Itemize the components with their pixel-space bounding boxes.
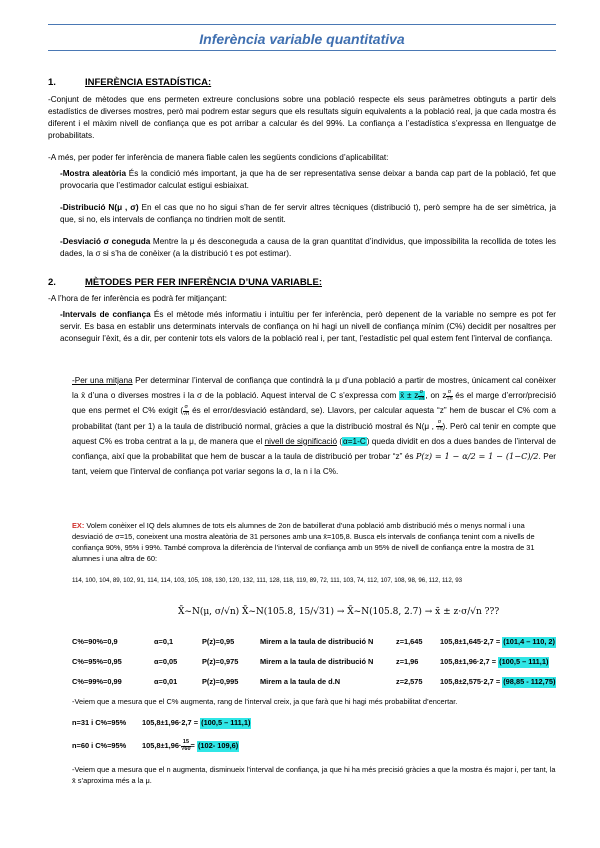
example-label: EX:	[72, 521, 85, 530]
alpha-value: α=0,05	[154, 657, 178, 666]
probability: P(z)=0,995	[202, 677, 239, 686]
calc-row	[72, 677, 556, 688]
calculation: 105,8±1,645·2,7 =	[440, 637, 501, 646]
mean-text: és el error/desviació estàndard, se). Llavors, per calcular aquesta “z” hem de buscar el C% com a probabilitat (tant per 1) a la taula de distribució normal, gràcies a que la distribució mostral és N(μ ,	[72, 406, 556, 431]
alpha-highlight: α=1-C	[343, 436, 366, 446]
mean-interval-paragraph: -Per una mitjana Per determinar l’interval de confiança que contindrà la μ d’una població a partir de mostres, únicament cal conèixer la x̄ d’una o diverses mostres i la σ de la població. Aquest interval de C s’expressa com x̄ ± z $\frac{\sigma}{√n}$ , on z $\frac{\sigma}{√n}$ és el marge d’error/precisió que ens permet el C% exigit ( $\frac{\sigma}{√n}$ és el error/desviació estàndard, se). Llavors, per calcular aquesta “z” hem de buscar el C% com a probabilitat (tant per 1) a la taula de distribució normal, gràcies a que la distribució mostral és N(μ , $\frac{\sigma}{√n}$ ). Però cal tenir en compte que aquest C% es troba centrat a la μ, de manera que el nivell de significació (α=1-C) queda dividit en dos a dues bandes de l’interval de confiança, així que la probabilitat que hem de buscar a la taula de distribució per trobar “z” és P(z) = 1 − α/2 = 1 − (1−C)/2. Per tant, veiem que l’interval de confiança pot variar segons la σ, la n i la C%.	[72, 376, 556, 477]
example-text: Volem conèixer el IQ dels alumnes de tots els alumnes de 2on de batxillerat d’una població amb distribució més o menys normal i una desviació de σ=15, coneixent una mostra aleatòria de 31 persones amb una x̄=105,8. Busca els intervals de confiança tenint com a nivells de confiança 90%, 95% i 99%. També comprova la diferència de l’interval de confiança amb un 95% de nivell de confiança entre la mostra de 31 alumnes i una altra de 60:	[72, 521, 535, 564]
calculation: 105,8±1,96·	[142, 740, 182, 750]
interval-result: (98,85 - 112,75)	[503, 677, 556, 686]
sample-values: 114, 100, 104, 89, 102, 91, 114, 114, 103, 105, 108, 130, 120, 132, 111, 128, 118, 119, 89, 72, 111, 103, 74, 112, 107, 108, 98, 96, 112, 112, 93	[72, 577, 463, 584]
distribution-formula: X̄~N(μ, σ/√n) X̄~N(105.8, 15/√31) → X̄~N(105.8, 2.7) → x̄ ± z·σ/√n ???	[178, 607, 500, 617]
z-value: z=1,96	[396, 657, 419, 666]
interval-result: (101,4 – 110, 2)	[503, 637, 555, 646]
comparison-label: n=60 i C%=95%	[72, 740, 127, 750]
table-lookup: Mirem a la taula de distribució N	[260, 657, 374, 666]
header-rule	[48, 24, 556, 25]
frac-num: σ	[184, 404, 188, 411]
condition-label: -Distribució N(μ , σ)	[60, 203, 139, 212]
section-title: MÈTODES PER FER INFERÈNCIA D’UNA VARIABLE:	[85, 277, 322, 288]
calc-row	[72, 657, 549, 668]
frac-den: √n	[183, 410, 190, 417]
condition-known-sigma	[60, 236, 556, 260]
condition-label: -Desviació σ coneguda	[60, 237, 151, 246]
table-lookup: Mirem a la taula de d.N	[260, 677, 341, 686]
equals: =	[190, 740, 195, 750]
calculation: 105,8±1,96·2,7 =	[440, 657, 497, 666]
interval-formula	[399, 391, 425, 400]
z-value: z=2,575	[396, 677, 423, 686]
frac-den: √n	[446, 395, 453, 402]
method-text: És el mètode més informatiu i intuïtiu per fer inferència, però depenent de la variable no sempre es pot fer servir. Es basa en establir uns determinats intervals de confiança on hi hagi un nivell de confiança mínim (C%) decidit per nosaltres per aconseguir l’èxit, és a dir, per contenir tots els valors de la població real i, per tant, l’estadístic pel qual estem fent l’interval de confiança.	[60, 310, 556, 343]
confidence-level: C%=90%=0,9	[72, 637, 118, 646]
significance-level-term: nivell de significació	[264, 436, 338, 446]
comparison-n60	[72, 740, 239, 752]
table-lookup: Mirem a la taula de distribució N	[260, 637, 374, 646]
pz-formula: P(z) = 1 − α/2 = 1 − (1−C)/2	[415, 450, 539, 461]
z-value: z=1,645	[396, 637, 423, 646]
section-2-heading	[48, 276, 322, 290]
condition-text: Mentre la μ és desconeguda a causa de la gran quantitat d’individus, que impossibilita la recollida de totes les dades, la σ si s’ha de conèixer (a la distribució t es pot estimar).	[60, 237, 557, 258]
frac-num: σ	[437, 419, 442, 426]
probability: P(z)=0,975	[202, 657, 239, 666]
section-1-heading	[48, 76, 211, 90]
mean-text: Per determinar l’interval de confiança que contindrà la μ d’una població a partir de mostres, únicament cal conèixer la x̄ d’una o diverses mostres i la σ de la població. Aquest interval de C s’expressa com	[72, 376, 556, 401]
condition-text: En el cas que no ho sigui s’han de fer servir altres tècniques (distribució t), però sempre ha de ser simètrica, ja que, si no, els intervals de confiança no tindrien molt de sentit.	[60, 203, 557, 224]
note-sample-size: -Veiem que a mesura que el n augmenta, disminueix l’interval de confiança, ja que hi ha més precisió gràcies a que la mostra és major i, per tant, la x̄ s’aproxima més a la μ.	[72, 765, 556, 786]
mean-text: ). Però cal tenir en compte que aquest C% es troba centrat a la μ, de manera que el	[72, 421, 556, 446]
mean-text: . Per tant, veiem que l’interval de confiança pot variar segons la σ, la n i la C%.	[72, 451, 556, 477]
calculation: 105,8±2,575·2,7 =	[440, 677, 501, 686]
interval-result: (100,5 – 111,1)	[499, 657, 549, 666]
probability: P(z)=0,95	[202, 637, 235, 646]
page-title: Inferència variable quantitativa	[199, 31, 405, 47]
confidence-intervals-paragraph	[60, 309, 556, 345]
confidence-level: C%=99%=0,99	[72, 677, 122, 686]
mean-text: , on z	[425, 391, 447, 401]
comparison-label: n=31 i C%=95%	[72, 718, 127, 727]
sigma-over-sqrt-n	[418, 390, 424, 402]
section-number: 2.	[48, 277, 56, 288]
method-label: -Per una mitjana	[72, 376, 133, 385]
frac-den: √n	[418, 395, 425, 402]
frac-num: 15	[182, 739, 190, 745]
condition-text: És la condició més important, ja que ha de ser representativa sense deixar a banda cap part de la població, fet que provocaria que l’estimador calculat estigui esbiaixat.	[60, 169, 556, 190]
method-label: -Intervals de confiança	[60, 310, 151, 319]
frac-den: √60	[181, 745, 191, 752]
condition-normal-distribution	[60, 202, 556, 226]
section-number: 1.	[48, 77, 56, 88]
section-title: INFERÈNCIA ESTADÍSTICA:	[85, 77, 212, 88]
frac-num: σ	[447, 389, 452, 395]
formula-text: x̄ ± z	[400, 391, 419, 401]
mean-text: queda dividit en dos a dues bandes de l’interval de confiança, així que la probabilitat que hem de buscar a la taula de distribució per trobar “z” és	[72, 436, 556, 461]
interval-result: (100,5 – 111,1)	[201, 718, 251, 727]
title-underline	[48, 50, 556, 51]
frac-den: √n	[436, 425, 443, 432]
frac-num: σ	[419, 389, 424, 395]
confidence-level: C%=95%=0,95	[72, 657, 122, 666]
interval-result: (102- 109,6)	[197, 740, 239, 750]
paragraph-conditions-intro: -A més, per poder fer inferència de manera fiable calen les següents condicions d’aplicabilitat:	[48, 153, 389, 162]
alpha-value: α=0,1	[154, 637, 174, 646]
condition-random-sample	[60, 168, 556, 192]
condition-label: -Mostra aleatòria	[60, 169, 127, 178]
example-statement	[72, 520, 556, 564]
calc-row	[72, 637, 556, 648]
paragraph-methods-intro: -A l’hora de fer inferència es podrà fer mitjançant:	[48, 294, 227, 303]
mean-text: és el marge d’error/precisió que ens permet el C% exigit (	[72, 391, 556, 416]
comparison-n31	[72, 718, 251, 729]
paragraph-definition: -Conjunt de mètodes que ens permeten extreure conclusions sobre una població respecte els seus paràmetres obtinguts a partir dels estadístics de diverses mostres, però mai podrem estar segurs que els resultats siguin equivalents a la població real, ja que cada mostra és diferent i el màxim nivell de confiança que es pot arribar a calcular és del 99%. La confiança a l’estadística s’expressa en llenguatge de probabilitats.	[48, 95, 556, 140]
note-confidence-level: -Veiem que a mesura que el C% augmenta, rang de l’interval creix, ja que farà que hi hagi més probabilitat d’encertar.	[72, 697, 458, 706]
calculation: 105,8±1,96·2,7 =	[142, 718, 199, 727]
fifteen-over-sqrt-60	[181, 740, 190, 752]
alpha-value: α=0,01	[154, 677, 178, 686]
